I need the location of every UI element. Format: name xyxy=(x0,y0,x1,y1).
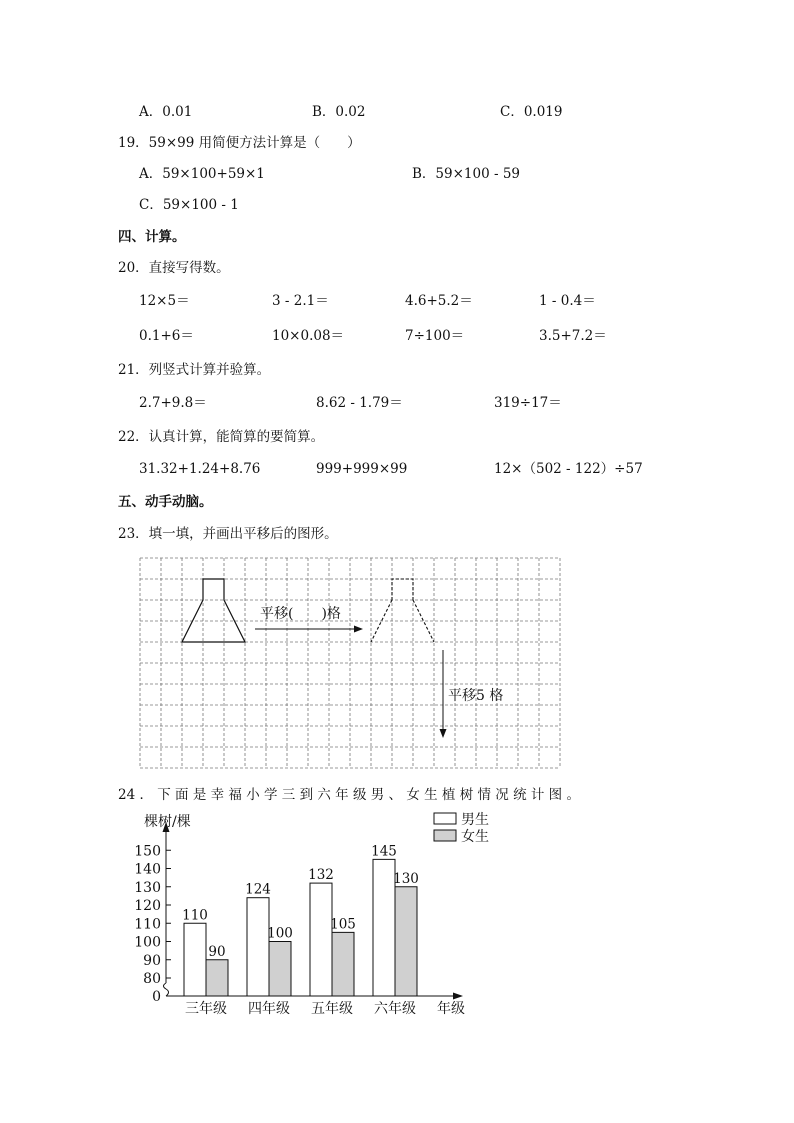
y-tick-label: 110 xyxy=(134,916,161,933)
label-translate-right: 平移( )格 xyxy=(260,606,341,622)
bar-value-label: 124 xyxy=(245,881,271,898)
q24-stem: 24 ． 下 面 是 幸 福 小 学 三 到 六 年 级 男 、 女 生 植 树 情 况 统 计 图 。 xyxy=(118,787,580,803)
q21-stem: 21．列竖式计算并验算。 xyxy=(118,362,271,378)
y-tick-label: 100 xyxy=(134,934,161,951)
q22-item: 31.32+1.24+8.76 xyxy=(139,461,261,477)
bar-value-label: 130 xyxy=(393,870,419,887)
q21-item: 319÷17＝ xyxy=(494,395,562,411)
bar-value-label: 90 xyxy=(208,943,226,960)
q22-item: 999+999×99 xyxy=(316,461,408,477)
q20-item: 10×0.08＝ xyxy=(272,328,345,344)
bar-girls xyxy=(206,960,228,996)
legend-label: 女生 xyxy=(461,829,489,845)
bar-value-label: 100 xyxy=(267,925,293,942)
bar-girls xyxy=(395,887,417,996)
q20-item: 7÷100＝ xyxy=(405,328,465,344)
q20-item: 0.1+6＝ xyxy=(139,328,194,344)
q19-option-a: A．59×100+59×1 xyxy=(139,166,265,182)
bar-value-label: 145 xyxy=(371,843,397,860)
y-tick-label: 0 xyxy=(152,989,161,1005)
q21-item: 2.7+9.8＝ xyxy=(139,395,207,411)
q18-option-c: C．0.019 xyxy=(500,104,563,120)
q19-stem: 19．59×99 用简便方法计算是（ ） xyxy=(118,135,361,151)
legend-label: 男生 xyxy=(461,812,489,828)
y-axis-label: 棵树/棵 xyxy=(144,814,191,830)
bar-value-label: 105 xyxy=(330,916,356,933)
section-4-heading: 四、计算。 xyxy=(118,229,186,245)
q18-option-a: A．0.01 xyxy=(139,104,193,120)
y-tick-label: 120 xyxy=(134,898,161,914)
q22-item: 12×（502 - 122）÷57 xyxy=(494,461,643,477)
y-tick-label: 140 xyxy=(134,861,161,878)
q18-option-b: B．0.02 xyxy=(312,104,366,120)
q20-item: 3 - 2.1＝ xyxy=(272,293,329,309)
q20-item: 4.6+5.2＝ xyxy=(405,293,473,309)
q20-stem: 20．直接写得数。 xyxy=(118,260,230,276)
label-translate-down: 平移5 格 xyxy=(448,688,504,704)
y-tick-label: 130 xyxy=(134,879,161,896)
x-axis-arrowhead xyxy=(453,993,463,1000)
q19-option-b: B．59×100 - 59 xyxy=(412,166,520,182)
bar-value-label: 110 xyxy=(182,907,208,924)
section-5-heading: 五、动手动脑。 xyxy=(118,494,213,510)
category-label: 六年级 xyxy=(374,1001,416,1017)
q22-stem: 22．认真计算，能简算的要简算。 xyxy=(118,429,325,445)
x-axis-label: 年级 xyxy=(437,1001,465,1017)
category-label: 四年级 xyxy=(248,1001,290,1017)
q20-item: 1 - 0.4＝ xyxy=(539,293,596,309)
legend-swatch xyxy=(434,830,456,841)
axis-break xyxy=(164,983,169,996)
q20-item: 12×5＝ xyxy=(139,293,190,309)
q21-item: 8.62 - 1.79＝ xyxy=(316,395,403,411)
bar-value-label: 132 xyxy=(308,867,334,884)
y-tick-label: 90 xyxy=(143,952,161,969)
bar-boys xyxy=(310,883,332,996)
q19-option-c: C．59×100 - 1 xyxy=(139,197,239,213)
category-label: 三年级 xyxy=(185,1001,227,1017)
bar-boys xyxy=(247,898,269,996)
bar-boys xyxy=(184,923,206,996)
bar-girls xyxy=(332,932,354,996)
q20-item: 3.5+7.2＝ xyxy=(539,328,607,344)
category-label: 五年级 xyxy=(311,1001,353,1017)
bar-boys xyxy=(373,859,395,996)
q23-stem: 23．填一填，并画出平移后的图形。 xyxy=(118,526,338,542)
y-tick-label: 80 xyxy=(143,971,161,987)
bar-girls xyxy=(269,942,291,997)
y-tick-label: 150 xyxy=(134,843,161,860)
chart-plot xyxy=(134,811,489,1017)
legend-swatch xyxy=(434,813,456,824)
